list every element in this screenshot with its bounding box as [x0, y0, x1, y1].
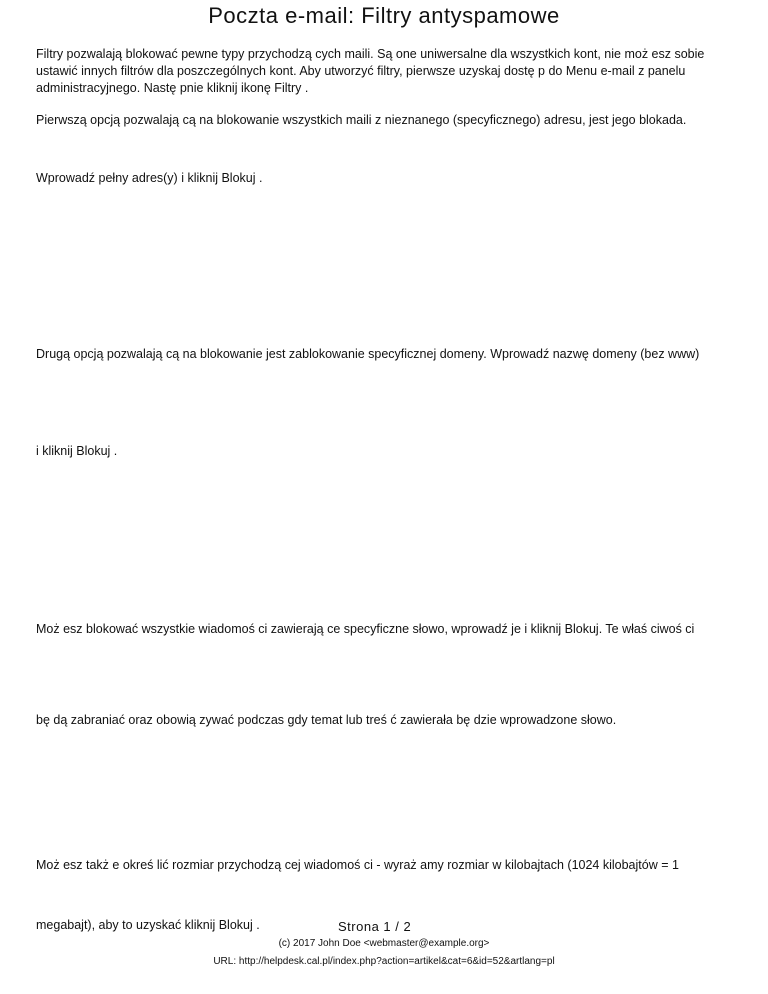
- paragraph-block-domain: Drugą opcją pozwalają cą na blokowanie jest zablokowanie specyficznej domeny. Wprowadź nazwę domeny (bez www): [36, 347, 700, 361]
- paragraph-size-click: megabajt), aby to uzyskać kliknij Blokuj .: [36, 918, 260, 932]
- intro-line: ustawić innych filtrów dla poszczególnych kont. Aby utworzyć filtry, pierwsze uzyskaj dostę p do Menu e-mail z panelu: [36, 64, 686, 78]
- footer-copyright: (c) 2017 John Doe <webmaster@example.org>: [278, 938, 490, 949]
- page-number: Strona 1 / 2: [338, 919, 412, 934]
- page-title: Poczta e-mail: Filtry antyspamowe: [208, 3, 560, 28]
- paragraph-word-scope: bę dą zabraniać oraz obowią zywać podczas gdy temat lub treś ć zawierała bę dzie wprowadzone słowo.: [36, 713, 617, 727]
- paragraph-size-limit: Moż esz takż e okreś lić rozmiar przychodzą cej wiadomoś ci - wyraż amy rozmiar w kilobajtach (1024 kilobajtów = 1: [36, 858, 679, 872]
- paragraph-block-word: Moż esz blokować wszystkie wiadomoś ci zawierają ce specyficzne słowo, wprowadź je i kliknij Blokuj. Te właś ciwoś ci: [36, 622, 695, 636]
- intro-paragraph: [36, 46, 756, 97]
- paragraph-enter-address: Wprowadź pełny adres(y) i kliknij Blokuj .: [36, 171, 263, 185]
- paragraph-click-block: i kliknij Blokuj .: [36, 444, 118, 458]
- paragraph-block-address: Pierwszą opcją pozwalają cą na blokowanie wszystkich maili z nieznanego (specyficznego) adresu, jest jego blokada.: [36, 113, 687, 127]
- footer-url: URL: http://helpdesk.cal.pl/index.php?action=artikel&cat=6&id=52&artlang=pl: [213, 956, 555, 967]
- intro-line: administracyjnego. Nastę pnie kliknij ikonę Filtry .: [36, 81, 309, 95]
- intro-line: Filtry pozwalają blokować pewne typy przychodzą cych maili. Są one uniwersalne dla wszystkich kont, nie moż esz sobie: [36, 47, 705, 61]
